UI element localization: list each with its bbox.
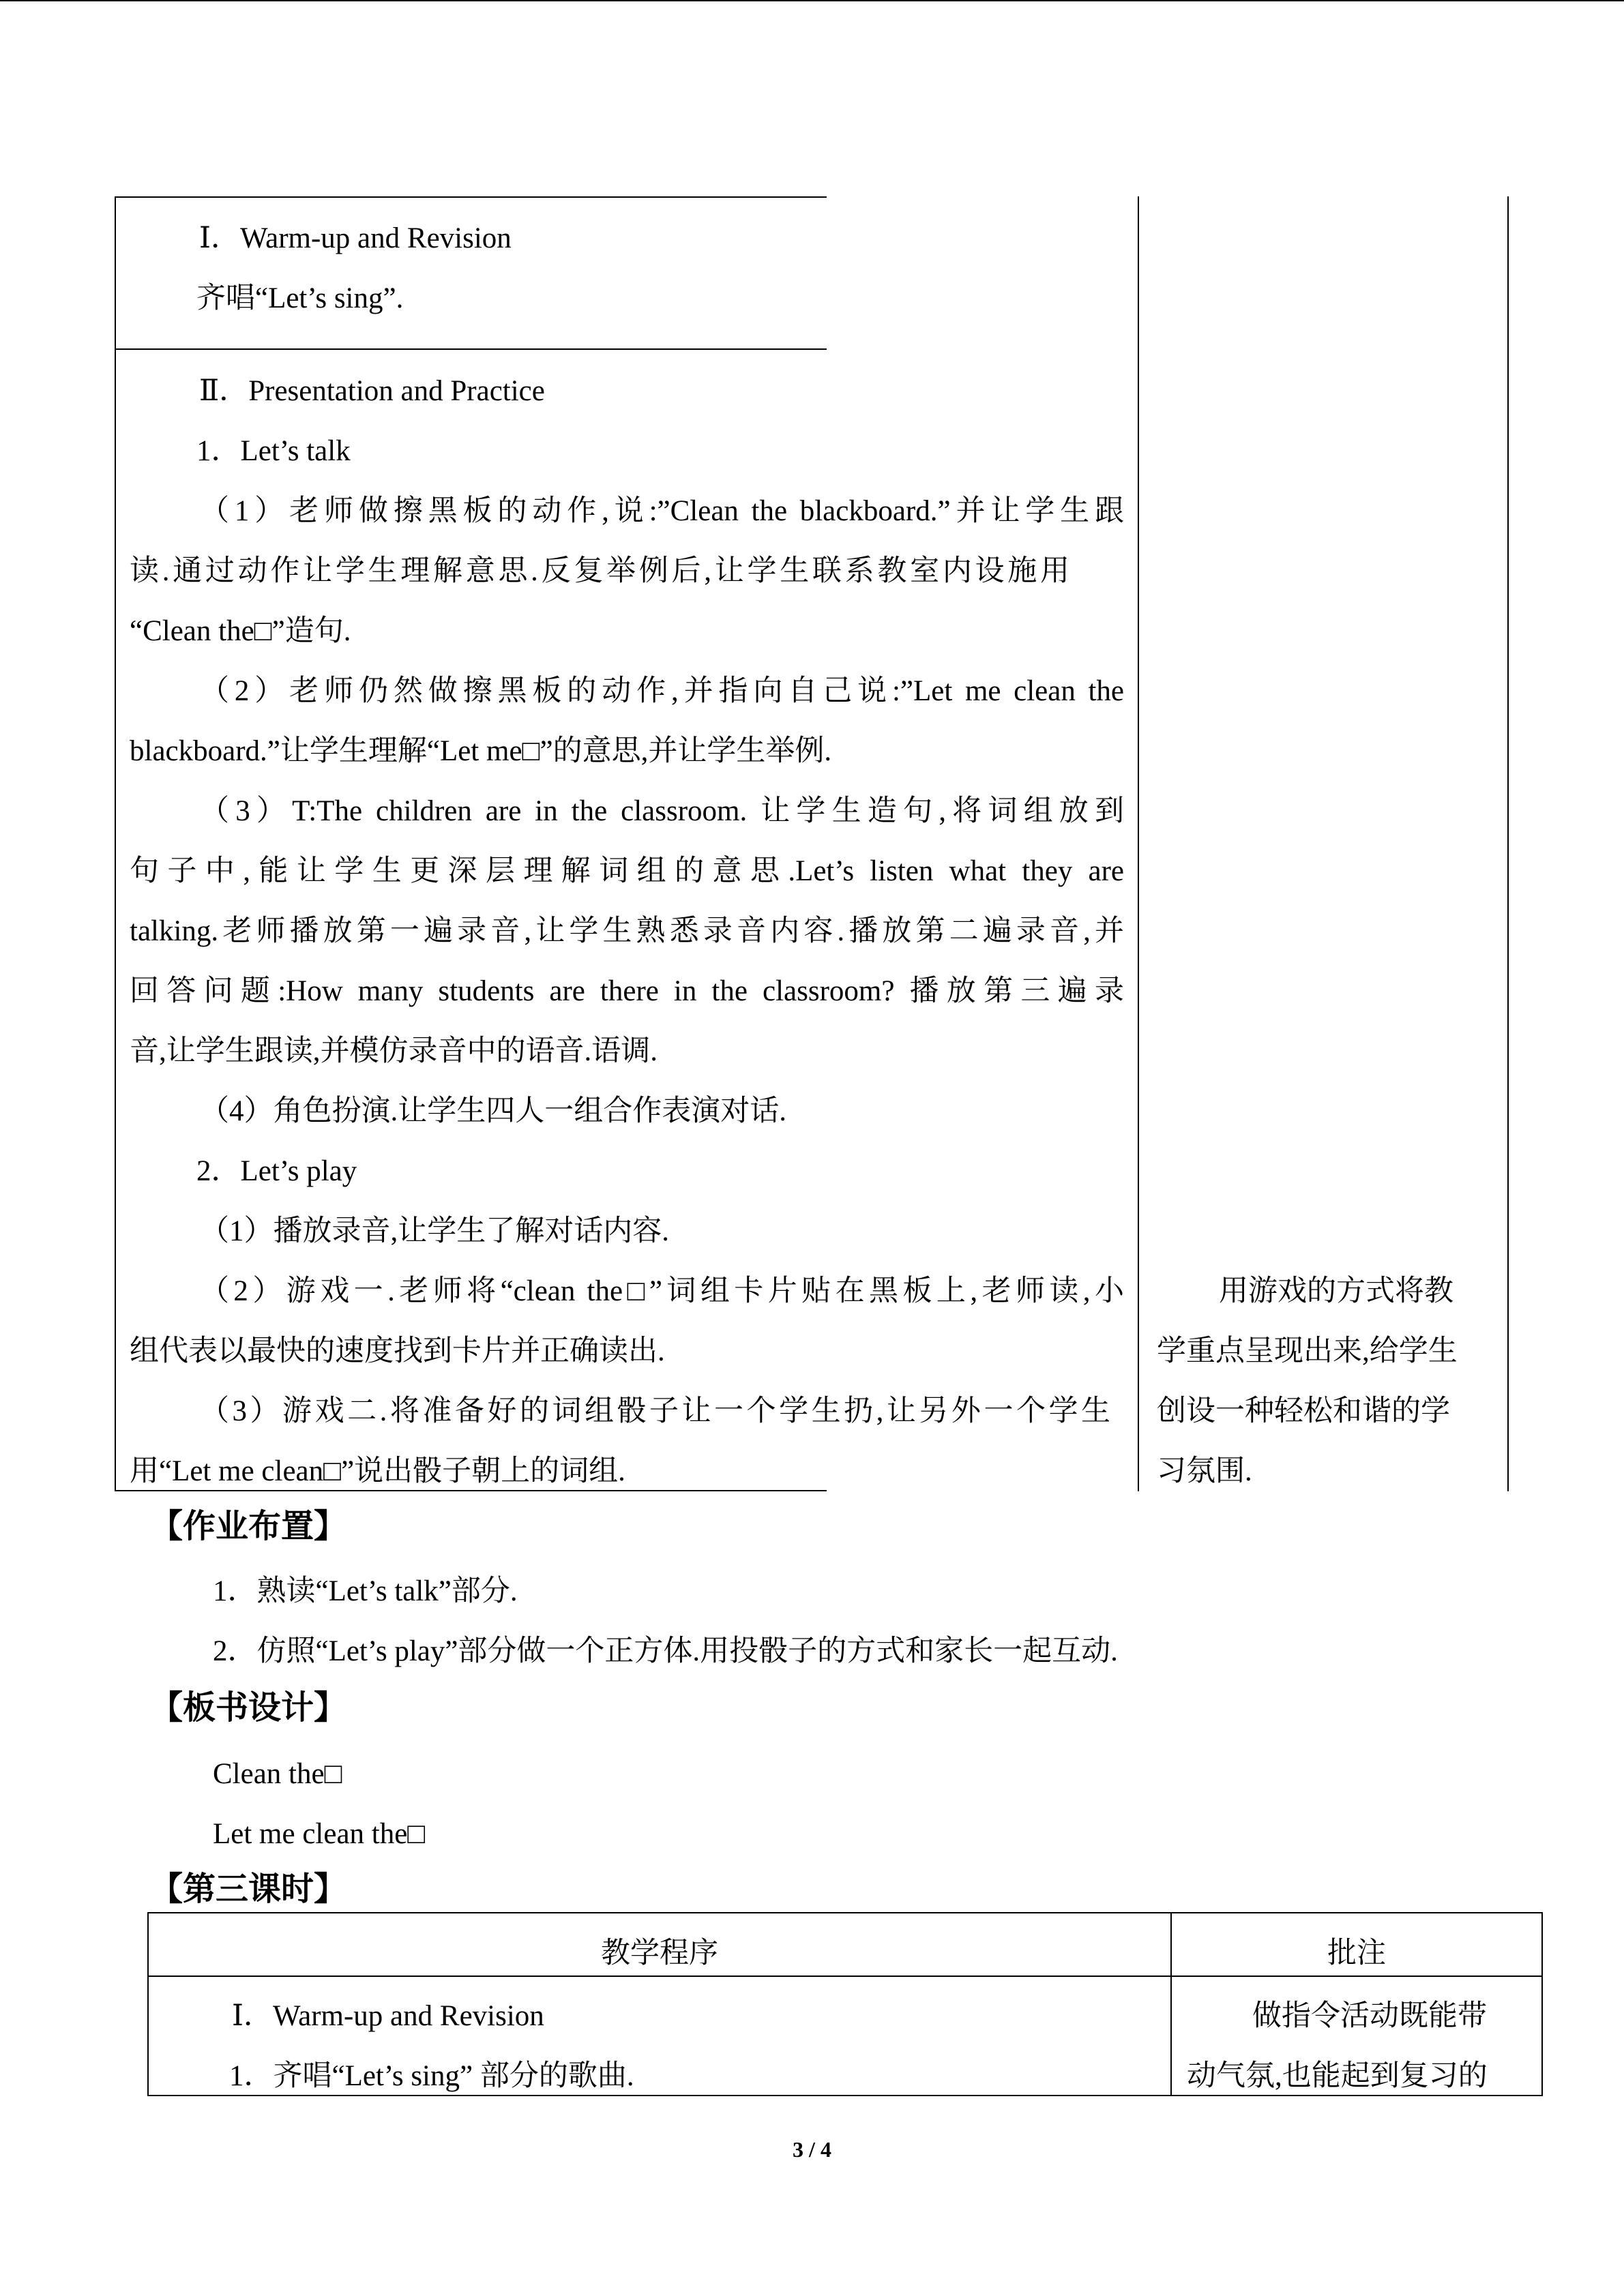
talk-step-1-line-2: 读.通过动作让学生理解意思.反复举例后,让学生联系教室内设施用 bbox=[130, 555, 1069, 587]
lesson3-note-line-1: 做指令活动既能带 bbox=[1252, 2000, 1487, 2032]
table2-header-divider bbox=[147, 1976, 1543, 1977]
table2-header-notes: 批注 bbox=[1327, 1937, 1386, 1969]
talk-step-3-line-1: （3）T:The children are in the classroom. 让学生造句,将词组放到 bbox=[200, 795, 1124, 827]
play-step-3-line-2: 用“Let me clean□”说出骰子朝上的词组. bbox=[130, 1455, 625, 1487]
talk-step-3-line-4: 回答问题:How many students are there in the classroom? 播放第三遍录 bbox=[130, 975, 1124, 1007]
page-number: 3 / 4 bbox=[793, 2137, 831, 2162]
homework-item-2: 2．仿照“Let’s play”部分做一个正方体.用投骰子的方式和家长一起互动. bbox=[213, 1635, 1118, 1667]
talk-step-4: （4）角色扮演.让学生四人一组合作表演对话. bbox=[200, 1095, 786, 1127]
talk-step-3-line-3: talking.老师播放第一遍录音,让学生熟悉录音内容.播放第二遍录音,并 bbox=[130, 915, 1124, 947]
board-line-2: Let me clean the□ bbox=[213, 1818, 426, 1850]
table1-col-divider bbox=[1138, 196, 1139, 1491]
lesson3-warmup-heading: Ⅰ．Warm-up and Revision bbox=[232, 2000, 544, 2032]
table2-top-border bbox=[147, 1912, 1543, 1913]
table2-bottom-border bbox=[147, 2095, 1543, 2096]
table1-row-divider bbox=[115, 348, 827, 350]
board-design-title: 【板书设计】 bbox=[150, 1688, 347, 1727]
table2-right-border bbox=[1541, 1912, 1543, 2096]
talk-step-3-line-5: 音,让学生跟读,并模仿录音中的语音.语调. bbox=[130, 1035, 658, 1067]
homework-title: 【作业布置】 bbox=[150, 1507, 347, 1545]
page-top-border bbox=[0, 0, 1624, 1]
presentation-heading: Ⅱ．Presentation and Practice bbox=[199, 375, 545, 407]
note-line-1: 用游戏的方式将教 bbox=[1219, 1275, 1453, 1307]
note-line-2: 学重点呈现出来,给学生 bbox=[1157, 1335, 1458, 1367]
talk-step-1-line-3: “Clean the□”造句. bbox=[130, 615, 351, 647]
table1-right-border bbox=[1507, 196, 1509, 1491]
play-step-3-line-1: （3）游戏二.将准备好的词组骰子让一个学生扔,让另外一个学生 bbox=[200, 1395, 1110, 1427]
board-line-1: Clean the□ bbox=[213, 1758, 342, 1790]
table1-bottom-border bbox=[115, 1490, 827, 1491]
play-step-1: （1）播放录音,让学生了解对话内容. bbox=[200, 1215, 669, 1247]
homework-item-1: 1．熟读“Let’s talk”部分. bbox=[213, 1575, 518, 1607]
lesson3-title: 【第三课时】 bbox=[150, 1870, 347, 1908]
lets-talk-subheading: 1．Let’s talk bbox=[196, 435, 351, 467]
table2-header-procedure: 教学程序 bbox=[601, 1937, 718, 1969]
table1-left-border bbox=[115, 196, 116, 1491]
talk-step-1-line-1: （1）老师做擦黑板的动作,说:”Clean the blackboard.”并让学生跟 bbox=[200, 495, 1124, 527]
table1-top-border bbox=[115, 196, 827, 198]
talk-step-3-line-2: 句子中,能让学生更深层理解词组的意思.Let’s listen what they are bbox=[130, 855, 1124, 887]
talk-step-2-line-2: blackboard.”让学生理解“Let me□”的意思,并让学生举例. bbox=[130, 735, 832, 767]
note-line-4: 习氛围. bbox=[1157, 1455, 1252, 1487]
note-line-3: 创设一种轻松和谐的学 bbox=[1157, 1395, 1450, 1427]
warmup-heading: Ⅰ．Warm-up and Revision bbox=[199, 222, 512, 254]
warmup-line: 齐唱“Let’s sing”. bbox=[196, 282, 404, 314]
play-step-2-line-2: 组代表以最快的速度找到卡片并正确读出. bbox=[130, 1335, 665, 1367]
lets-play-subheading: 2．Let’s play bbox=[196, 1155, 357, 1187]
talk-step-2-line-1: （2）老师仍然做擦黑板的动作,并指向自己说:”Let me clean the bbox=[200, 675, 1124, 707]
play-step-2-line-1: （2）游戏一.老师将“clean the□”词组卡片贴在黑板上,老师读,小 bbox=[200, 1275, 1124, 1307]
lesson3-warmup-item-1: 1．齐唱“Let’s sing” 部分的歌曲. bbox=[229, 2060, 634, 2092]
lesson3-note-line-2: 动气氛,也能起到复习的 bbox=[1187, 2060, 1488, 2092]
